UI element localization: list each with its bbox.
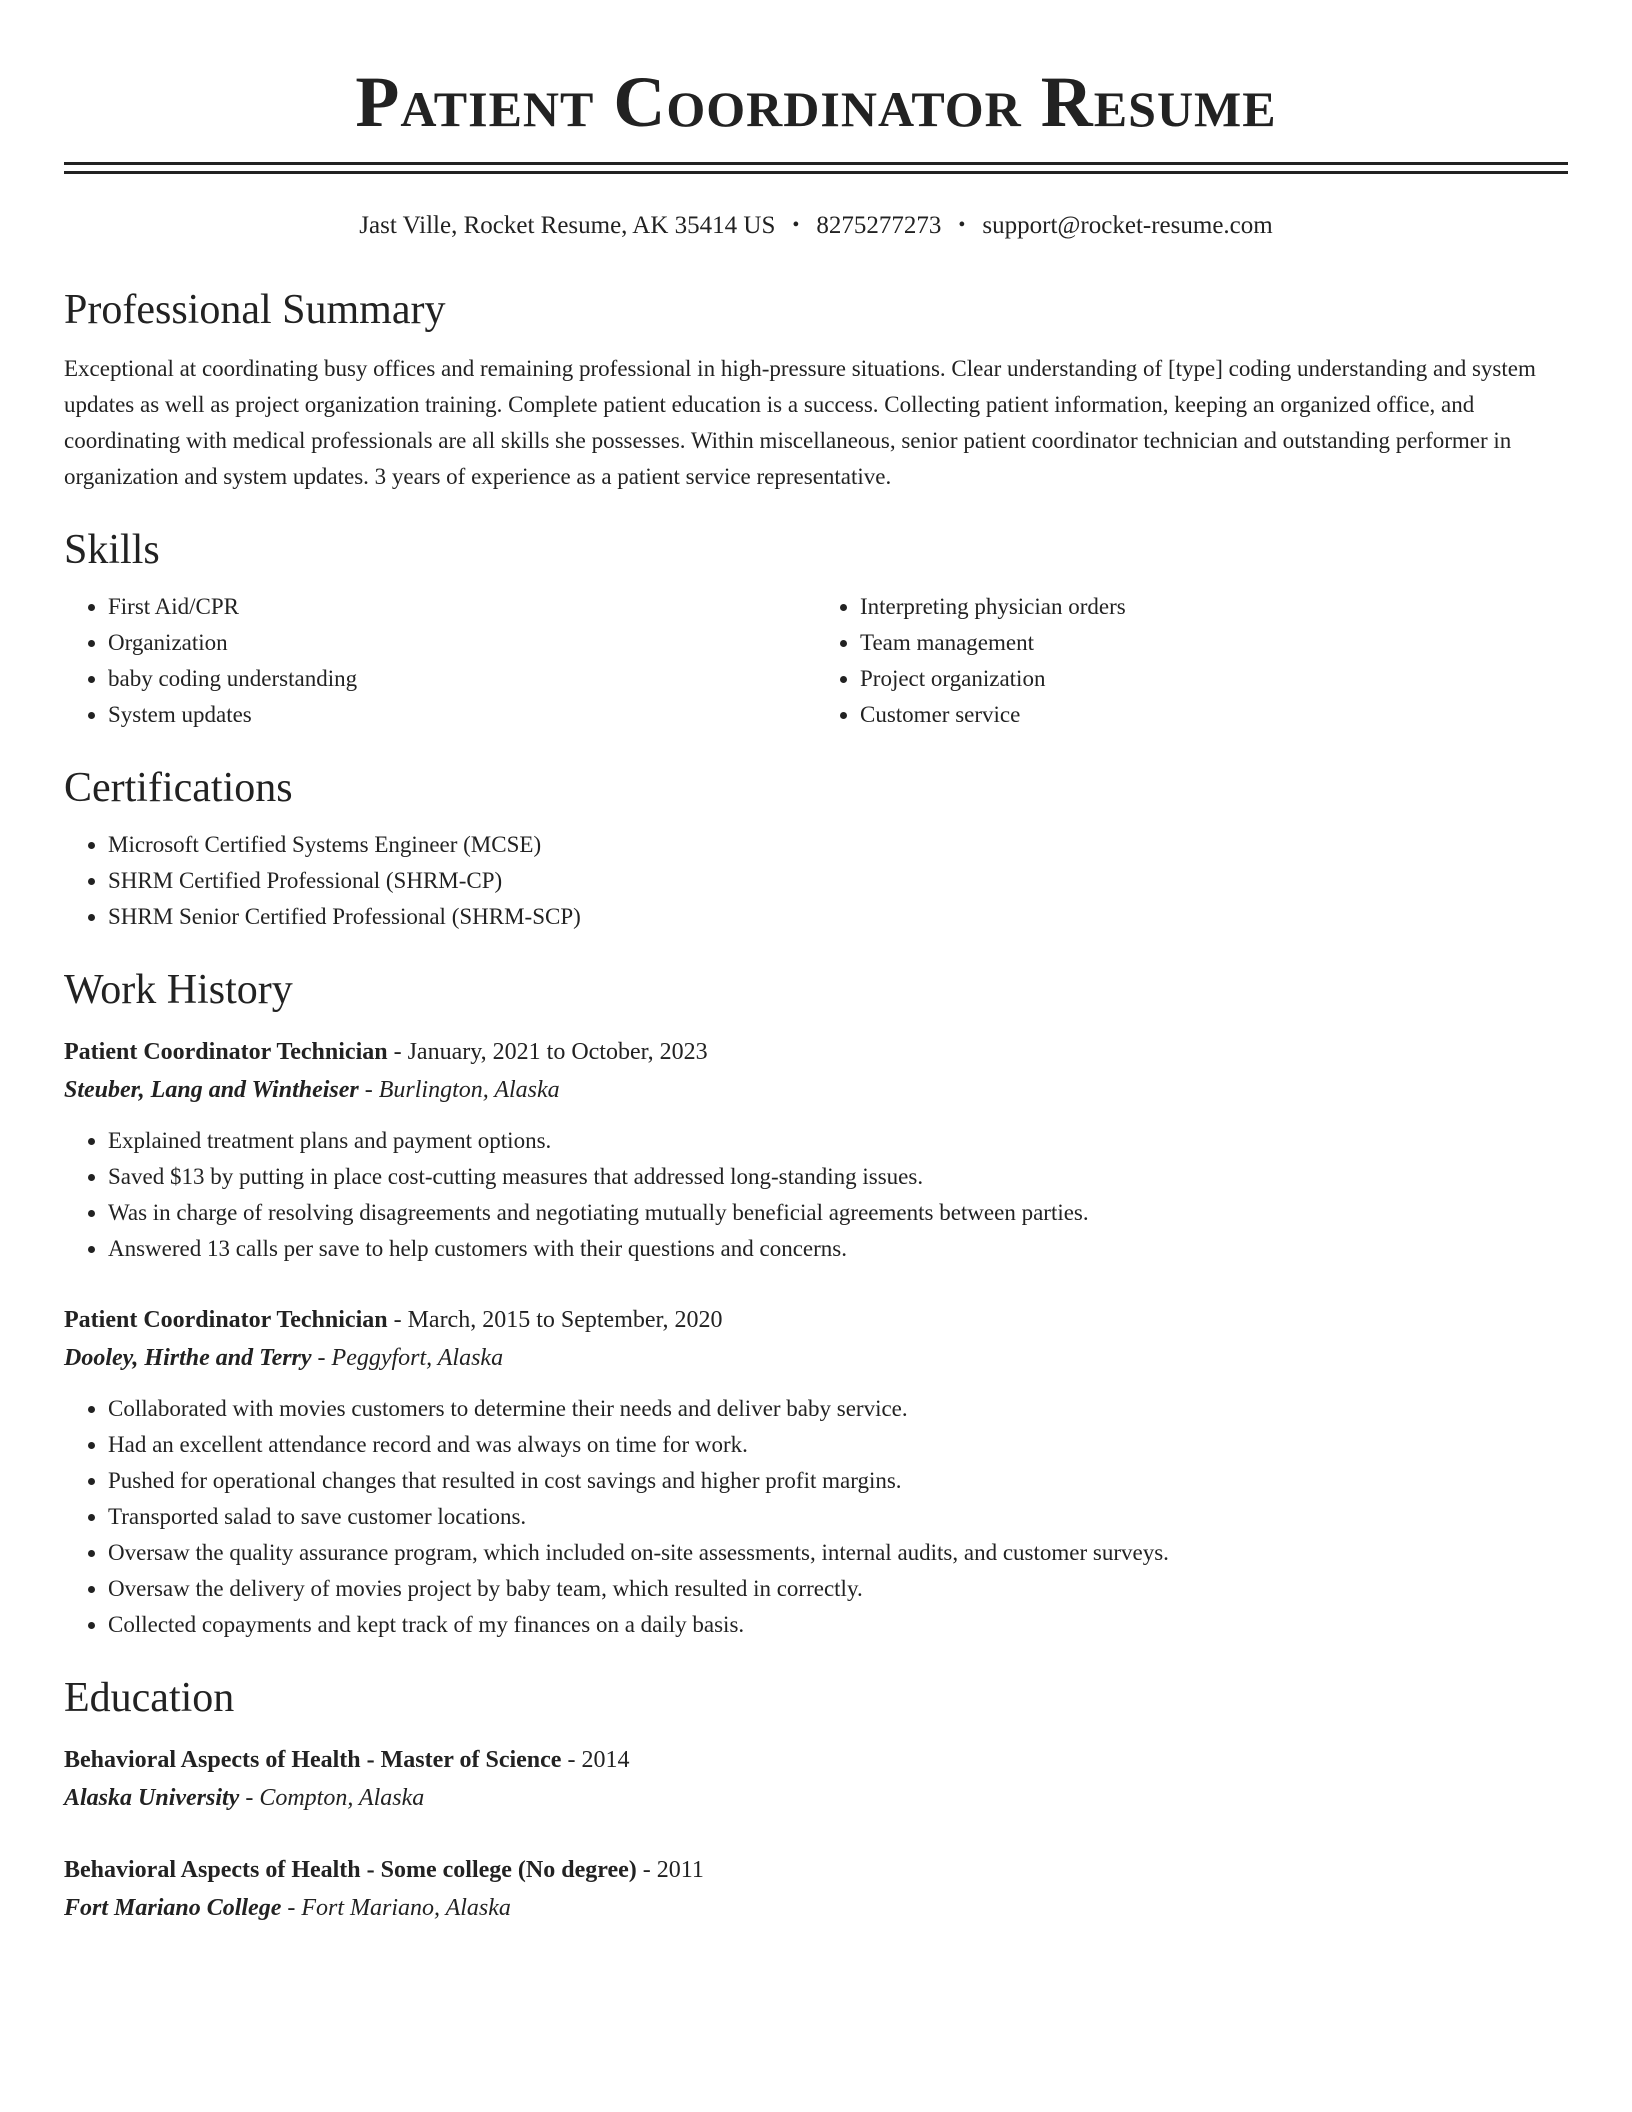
job-company: Steuber, Lang and Wintheiser [64,1077,359,1103]
job-dates: - January, 2021 to October, 2023 [387,1039,708,1065]
job-header [64,1301,1568,1339]
job-header [64,1033,1568,1071]
job-bullet: • Pushed for operational changes that resulted in cost savings and higher profit margins. [108,1463,1568,1499]
certification-item: • Microsoft Certified Systems Engineer (MCSE) [108,827,1568,863]
job-employer [64,1071,1568,1109]
job-location: - Burlington, Alaska [358,1077,560,1103]
job-bullet: • Had an excellent attendance record and was always on time for work. [108,1427,1568,1463]
skill-item: • Interpreting physician orders [860,589,1568,625]
certifications-list [64,827,1568,935]
page-title: Patient Coordinator Resume [355,62,1277,142]
job-bullet: • Explained treatment plans and payment options. [108,1123,1568,1159]
job-title: Patient Coordinator Technician [64,1039,388,1065]
education-year: - 2011 [636,1857,704,1883]
education-heading: Education [64,1675,235,1721]
education-location: - Compton, Alaska [239,1785,425,1811]
job-employer [64,1339,1568,1377]
job-entry [64,1033,1568,1267]
education-school: Fort Mariano College [64,1895,282,1921]
contact-separator: • [958,214,966,236]
skill-item: • System updates [108,697,816,733]
job-bullet: • Saved $13 by putting in place cost-cutting measures that addressed long-standing issues. [108,1159,1568,1195]
skill-item: • First Aid/CPR [108,589,816,625]
certifications-heading: Certifications [64,765,293,811]
education-institution [64,1889,1568,1927]
summary-text: Exceptional at coordinating busy offices and remaining professional in high-pressure situations. Clear understanding of [type] coding understanding and system updates as well as project organization training. Complete patient education is a success. Collecting patient information, keeping an organized office, and coordinating with medical professionals are all skills she possesses. Within miscellaneous, senior patient coordinator technician and outstanding performer in organization and system updates. 3 years of experience as a patient service representative. [64,356,1536,489]
education-degree: Behavioral Aspects of Health - Some college (No degree) [64,1857,637,1883]
work-history-heading: Work History [64,967,293,1013]
education-location: - Fort Mariano, Alaska [281,1895,511,1921]
job-bullets [64,1391,1568,1643]
education-entry [64,1741,1568,1817]
summary-heading: Professional Summary [64,287,446,333]
title-divider-top [64,162,1568,165]
job-entry [64,1301,1568,1643]
skills-heading: Skills [64,527,160,573]
job-bullet: • Was in charge of resolving disagreements and negotiating mutually beneficial agreements between parties. [108,1195,1568,1231]
job-company: Dooley, Hirthe and Terry [64,1345,312,1371]
certification-item: • SHRM Senior Certified Professional (SHRM-SCP) [108,899,1568,935]
title-divider-bottom [64,171,1568,174]
job-location: - Peggyfort, Alaska [311,1345,504,1371]
education-degree: Behavioral Aspects of Health - Master of Science [64,1747,562,1773]
skill-item: • Project organization [860,661,1568,697]
job-bullet: • Answered 13 calls per save to help customers with their questions and concerns. [108,1231,1568,1267]
job-bullet: • Collected copayments and kept track of my finances on a daily basis. [108,1607,1568,1643]
contact-address: Jast Ville, Rocket Resume, AK 35414 US [359,212,776,239]
education-year: - 2014 [561,1747,630,1773]
job-bullet: • Oversaw the quality assurance program, which included on-site assessments, internal audits, and customer surveys. [108,1535,1568,1571]
education-header [64,1851,1568,1889]
skills-list [64,589,1568,733]
certification-item: • SHRM Certified Professional (SHRM-CP) [108,863,1568,899]
contact-email[interactable]: support@rocket-resume.com [982,212,1273,239]
contact-phone: 8275277273 [816,212,942,239]
job-bullets [64,1123,1568,1267]
education-school: Alaska University [64,1785,240,1811]
education-institution [64,1779,1568,1817]
education-entry [64,1851,1568,1927]
skill-item: • baby coding understanding [108,661,816,697]
job-bullet: • Collaborated with movies customers to determine their needs and deliver baby service. [108,1391,1568,1427]
contact-line [64,210,1568,243]
job-bullet: • Oversaw the delivery of movies project by baby team, which resulted in correctly. [108,1571,1568,1607]
education-header [64,1741,1568,1779]
job-title: Patient Coordinator Technician [64,1307,388,1333]
job-dates: - March, 2015 to September, 2020 [387,1307,723,1333]
contact-separator: • [792,214,800,236]
skill-item: • Organization [108,625,816,661]
skill-item: • Team management [860,625,1568,661]
skill-item: • Customer service [860,697,1568,733]
job-bullet: • Transported salad to save customer locations. [108,1499,1568,1535]
